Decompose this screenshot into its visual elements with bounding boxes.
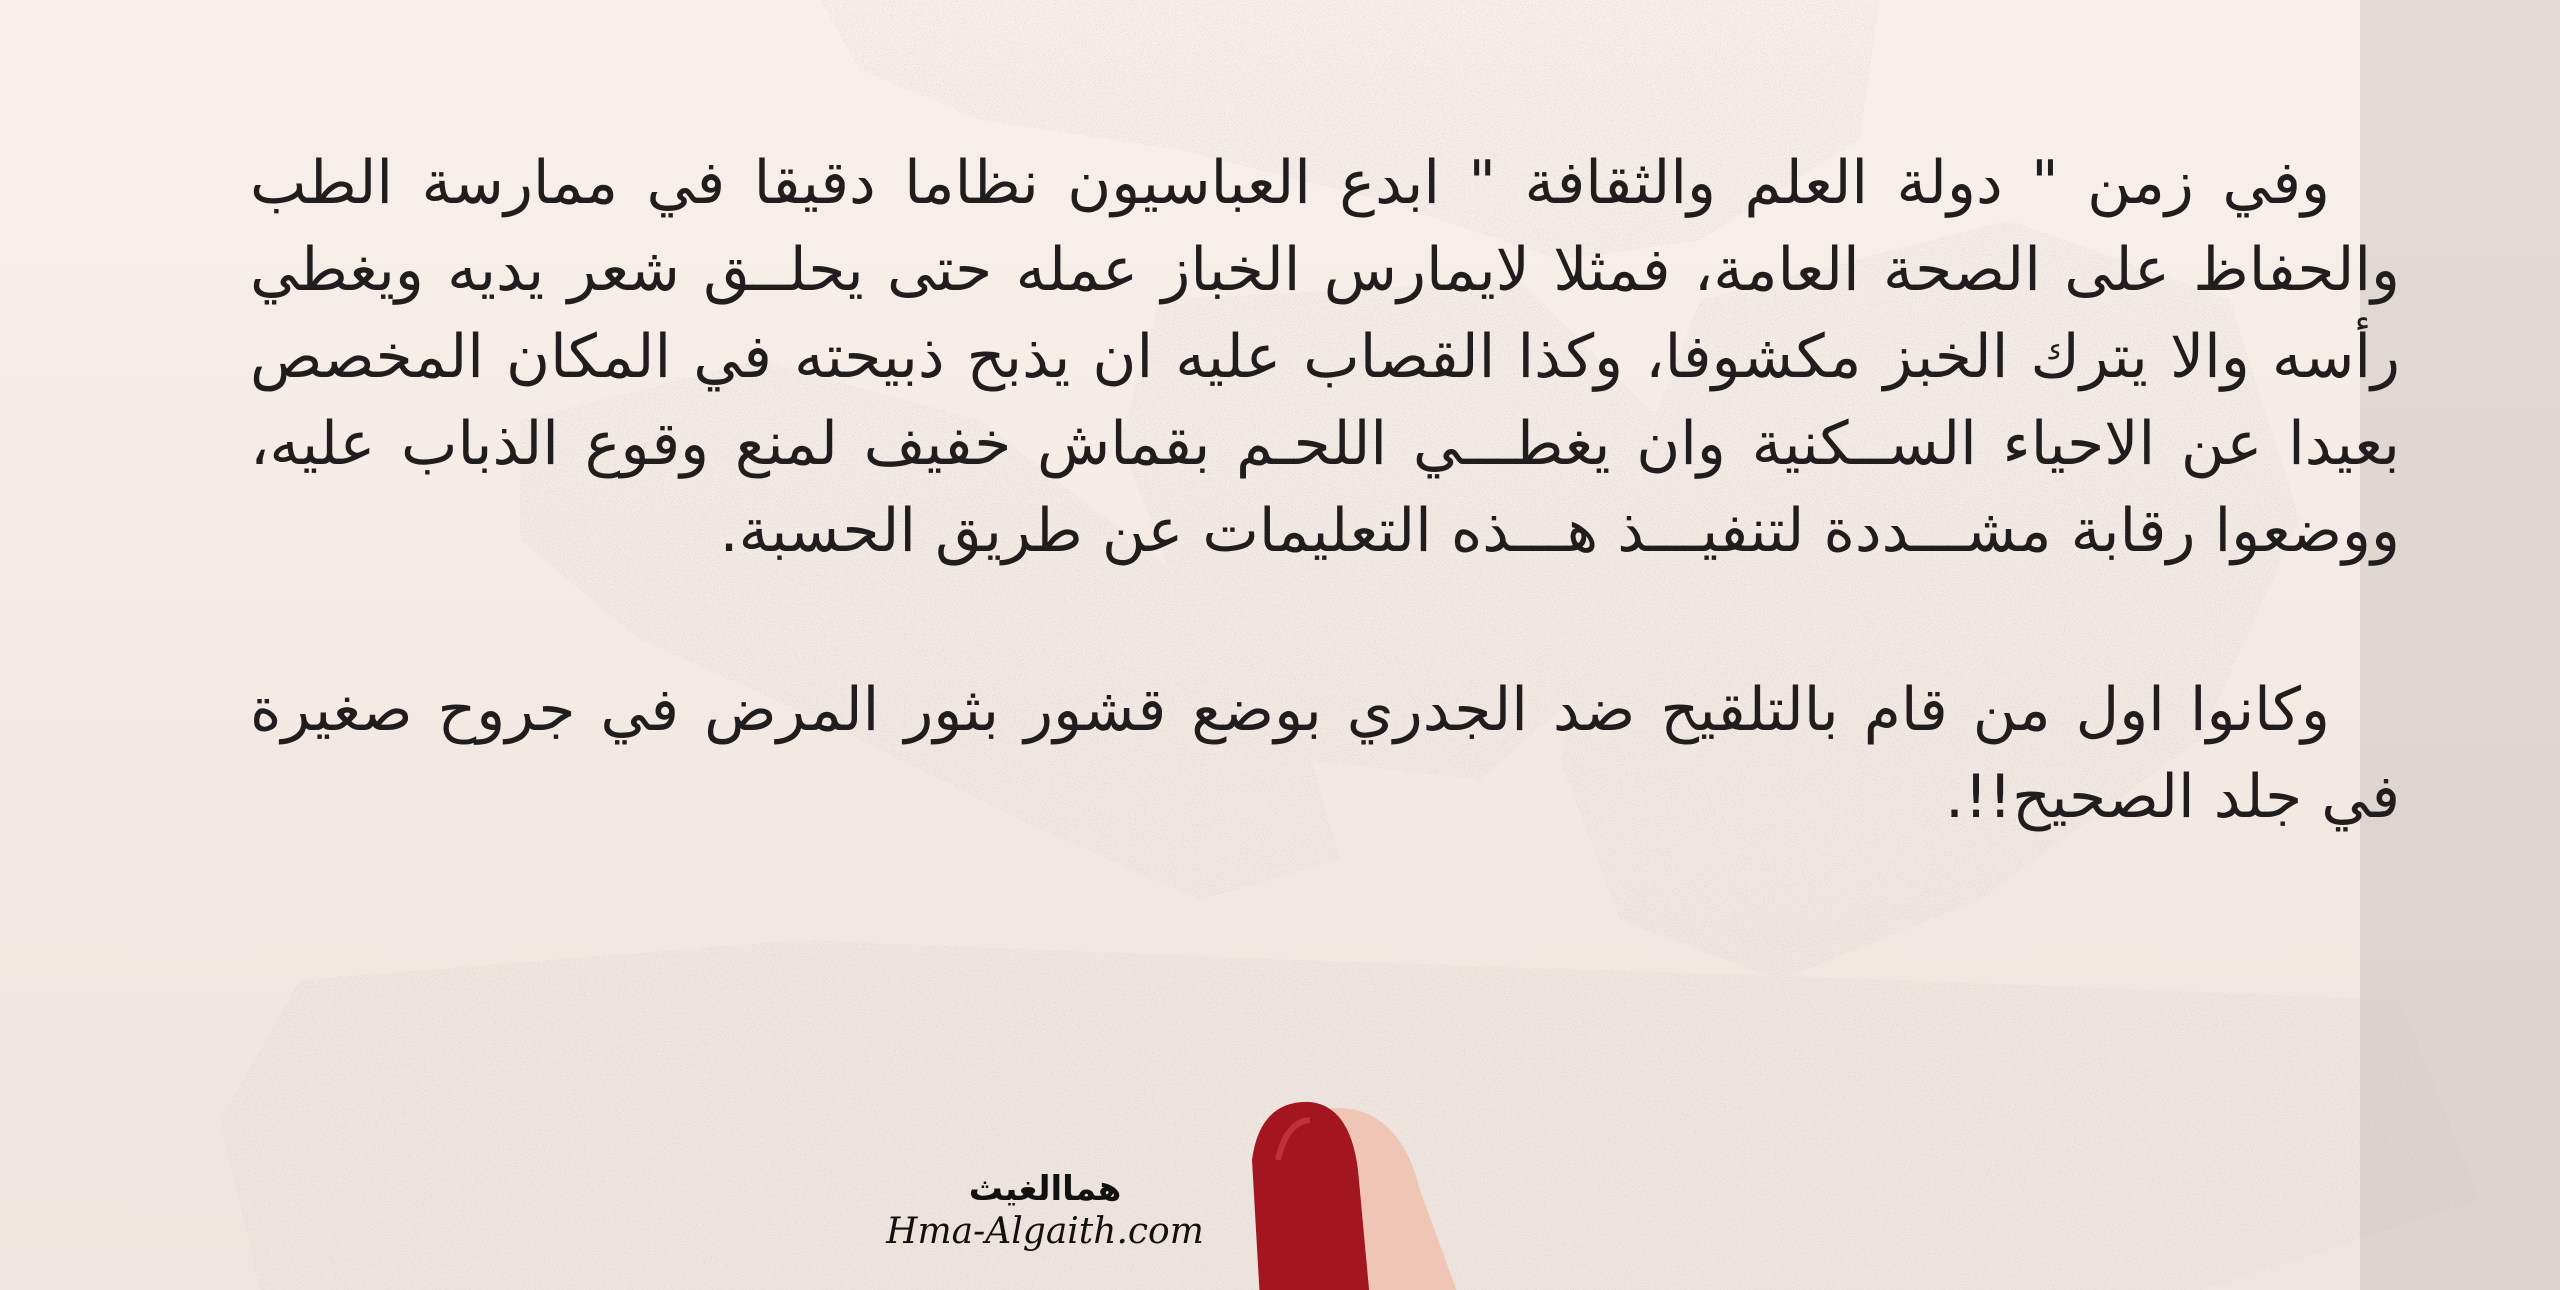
watermark — [865, 1168, 1225, 1254]
paragraph-abbasid-hygiene: وفي زمن " دولة العلم والثقافة " ابدع العباسيون نظاما دقيقا في ممارسة الطب والحفاظ على الصحة العامة، فمثلا لايمارس الخباز عمله حتى يحلــق شعر يديه ويغطي رأسه والا يترك الخبز مكشوفا، وكذا القصاب عليه ان يذبح ذبيحته في المكان المخصص بعيدا عن الاحياء الســكنية وان يغطـــي اللحـم بقماش خفيف لمنع وقوع الذباب عليه، ووضعوا رقابة مشـــددة لتنفيـــذ هـــذه التعليمات عن طريق الحسبة. — [250, 148, 2400, 566]
watermark-arabic-name: هماالغيث — [968, 1169, 1122, 1209]
paragraph-smallpox-inoculation: وكانوا اول من قام بالتلقيح ضد الجدري بوضع قشور بثور المرض في جروح صغيرة في جلد الصحيح!!. — [250, 675, 2400, 832]
fingertip-with-red-nail — [1230, 1100, 1470, 1290]
watermark-url: Hma-Algaith.com — [886, 1211, 1204, 1252]
article-body — [250, 140, 2400, 841]
